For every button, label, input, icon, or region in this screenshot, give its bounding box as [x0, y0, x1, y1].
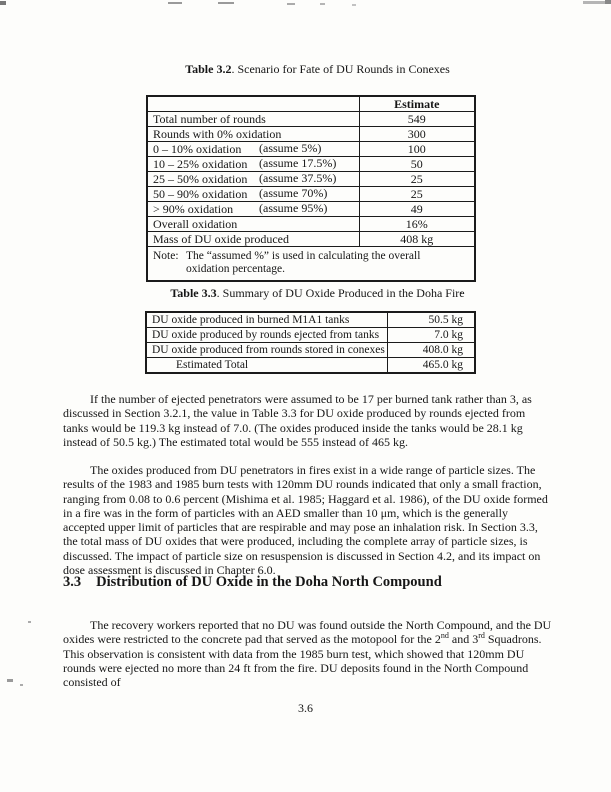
scan-artifact	[583, 1, 605, 4]
scan-artifact	[287, 3, 295, 5]
scan-artifact	[0, 1, 6, 5]
row-value: 408 kg	[359, 232, 475, 247]
table-header-row	[147, 96, 475, 112]
row-label: > 90% oxidation	[153, 201, 234, 216]
scan-artifact	[28, 621, 31, 623]
table-row	[147, 187, 475, 202]
scan-artifact	[7, 679, 13, 682]
section-title: Distribution of DU Oxide in the Doha North Compound	[96, 574, 442, 590]
row-value: 49	[359, 202, 475, 217]
scan-artifact	[320, 3, 325, 5]
table-row	[146, 312, 475, 328]
table-3-3-caption	[12, 286, 611, 301]
row-label: 10 – 25% oxidation	[153, 156, 248, 171]
table-row	[147, 112, 475, 127]
row-value: 25	[359, 172, 475, 187]
paragraph-north-compound: The recovery workers reported that no DU was found outside the North Compound, and the DU oxides were restricted to the concrete pad that served as the motopool for the 2nd and 3rd Squadrons. This observation is consistent with data from the 1985 burn test, which showed that 120mm DU rounds were ejected no more than 24 ft from the fire. DU deposits found in the North Compound consisted of	[63, 618, 552, 690]
row-value: 50.5 kg	[387, 312, 475, 328]
row-label: DU oxide produced in burned M1A1 tanks	[146, 312, 387, 328]
note-text: The “assumed %” is used in calculating the overall oxidation percentage.	[186, 249, 421, 275]
table-row	[147, 202, 475, 217]
table-3-2	[146, 95, 476, 282]
table-row	[146, 358, 475, 374]
row-label: DU oxide produced from rounds stored in conexes	[146, 343, 387, 358]
row-label: Total number of rounds	[153, 111, 266, 126]
table-row	[146, 343, 475, 358]
row-label: Rounds with 0% oxidation	[153, 126, 282, 141]
ordinal-superscript: nd	[440, 631, 449, 641]
paragraph-particle-sizes: The oxides produced from DU penetrators in fires exist in a wide range of particle sizes. The results of the 1983 and 1985 burn tests with 120mm DU rounds indicated that only a small fraction, ranging from 0.08 to 0.6 percent (Mishima et al. 1985; Haggard et al. 1986), of the DU oxide formed in a fire was in the form of particles with an AED smaller than 10 μm, which is the generally accepted upper limit of particles that are respirable and may pose an inhalation risk. In Section 3.3, the total mass of DU oxides that were produced, including the complete array of particle sizes, is discussed. The impact of particle size on resuspension is discussed in Section 4.2, and its impact on dose assessment is discussed in Chapter 6.0.	[63, 463, 548, 578]
scan-artifact	[352, 4, 356, 6]
row-value: 408.0 kg	[387, 343, 475, 358]
paragraph-ejected-penetrators: If the number of ejected penetrators were assumed to be 17 per burned tank rather than 3, as discussed in Section 3.2.1, the value in Table 3.3 for DU oxide produced by rounds ejected from tanks would be 119.3 kg instead of 7.0. (The oxides produced inside the tanks would be 28.1 kg instead of 50.5 kg.) The estimated total would be 555 instead of 465 kg.	[63, 392, 532, 449]
table-3-3-caption-label: Table 3.3	[170, 286, 217, 300]
table-row	[147, 142, 475, 157]
row-value: 50	[359, 157, 475, 172]
row-assume: (assume 37.5%)	[259, 171, 337, 185]
note-label: Note:	[153, 249, 179, 262]
section-heading	[63, 574, 583, 591]
row-assume: (assume 5%)	[259, 141, 322, 155]
table-3-2-caption	[12, 62, 611, 77]
row-label: 25 – 50% oxidation	[153, 171, 248, 186]
estimate-header-cell: Estimate	[359, 96, 475, 112]
row-label: Estimated Total	[146, 358, 387, 374]
row-value: 16%	[359, 217, 475, 232]
table-note-row	[147, 247, 475, 282]
scan-artifact	[20, 684, 23, 686]
table-3-3-caption-text: . Summary of DU Oxide Produced in the Doha Fire	[216, 286, 465, 300]
row-assume: (assume 70%)	[259, 186, 328, 200]
table-3-3	[145, 311, 476, 374]
row-label: Mass of DU oxide produced	[153, 231, 289, 246]
table-row	[147, 157, 475, 172]
section-number: 3.3	[63, 574, 82, 590]
table-row	[147, 217, 475, 232]
row-label: 0 – 10% oxidation	[153, 141, 242, 156]
empty-header-cell	[147, 96, 359, 112]
row-value: 100	[359, 142, 475, 157]
scan-artifact	[218, 2, 234, 4]
page-number: 3.6	[298, 701, 313, 715]
scan-artifact	[605, 0, 611, 4]
row-value: 7.0 kg	[387, 328, 475, 343]
ordinal-superscript: rd	[478, 631, 485, 641]
row-value: 300	[359, 127, 475, 142]
table-row	[147, 172, 475, 187]
row-value: 549	[359, 112, 475, 127]
row-label: 50 – 90% oxidation	[153, 186, 248, 201]
scan-artifact	[168, 2, 182, 4]
row-label: Overall oxidation	[153, 216, 238, 231]
table-row	[147, 232, 475, 247]
row-value: 25	[359, 187, 475, 202]
row-label: DU oxide produced by rounds ejected from tanks	[146, 328, 387, 343]
table-3-2-caption-text: . Scenario for Fate of DU Rounds in Conexes	[231, 62, 450, 76]
row-value: 465.0 kg	[387, 358, 475, 374]
table-row	[147, 127, 475, 142]
row-assume: (assume 95%)	[259, 201, 328, 215]
row-assume: (assume 17.5%)	[259, 156, 337, 170]
table-3-2-caption-label: Table 3.2	[185, 62, 232, 76]
table-row	[146, 328, 475, 343]
